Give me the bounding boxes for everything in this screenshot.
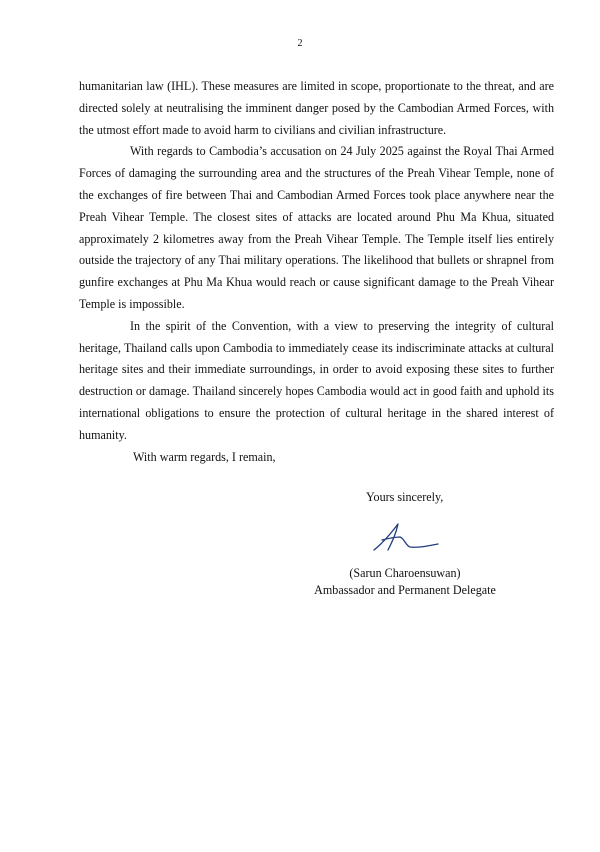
yours-sincerely: Yours sincerely,	[366, 490, 444, 504]
paragraph-continuation: humanitarian law (IHL). These measures are limited in scope, proportionate to the threat, and are directed solely at neutralising the imminent danger posed by the Cambodian Armed Forces, with the utmost effort made to avoid harm to civilians and civilian infrastructure.	[79, 79, 554, 137]
signature-block	[300, 565, 510, 599]
paragraph-preah-vihear: With regards to Cambodia’s accusation on 24 July 2025 against the Royal Thai Armed Forces of damaging the surrounding area and the structures of the Preah Vihear Temple, none of the exchanges of fire between Thai and Cambodian Armed Forces took place anywhere near the Preah Vihear Temple. The closest sites of attacks are located around Phu Ma Khua, situated approximately 2 kilometres away from the Preah Vihear Temple. The Temple itself lies entirely outside the trajectory of any Thai military operations. The likelihood that bullets or shrapnel from gunfire exchanges at Phu Ma Khua would reach or cause significant damage to the Preah Vihear Temple is impossible.	[79, 144, 554, 311]
signature-image	[370, 520, 442, 556]
paragraph-convention: In the spirit of the Convention, with a view to preserving the integrity of cultural heritage, Thailand calls upon Cambodia to immediately cease its indiscriminate attacks at cultural heritage sites and their immediate surroundings, in order to avoid exposing these sites to further destruction or damage. Thailand sincerely hopes Cambodia would act in good faith and uphold its international obligations to ensure the protection of cultural heritage in the shared interest of humanity.	[79, 318, 554, 442]
page-number: 2	[297, 38, 303, 49]
letter-body	[79, 76, 554, 468]
closing-line: With warm regards, I remain,	[133, 449, 276, 464]
signatory-title: Ambassador and Permanent Delegate	[314, 583, 496, 597]
signatory-name: (Sarun Charoensuwan)	[349, 566, 461, 580]
